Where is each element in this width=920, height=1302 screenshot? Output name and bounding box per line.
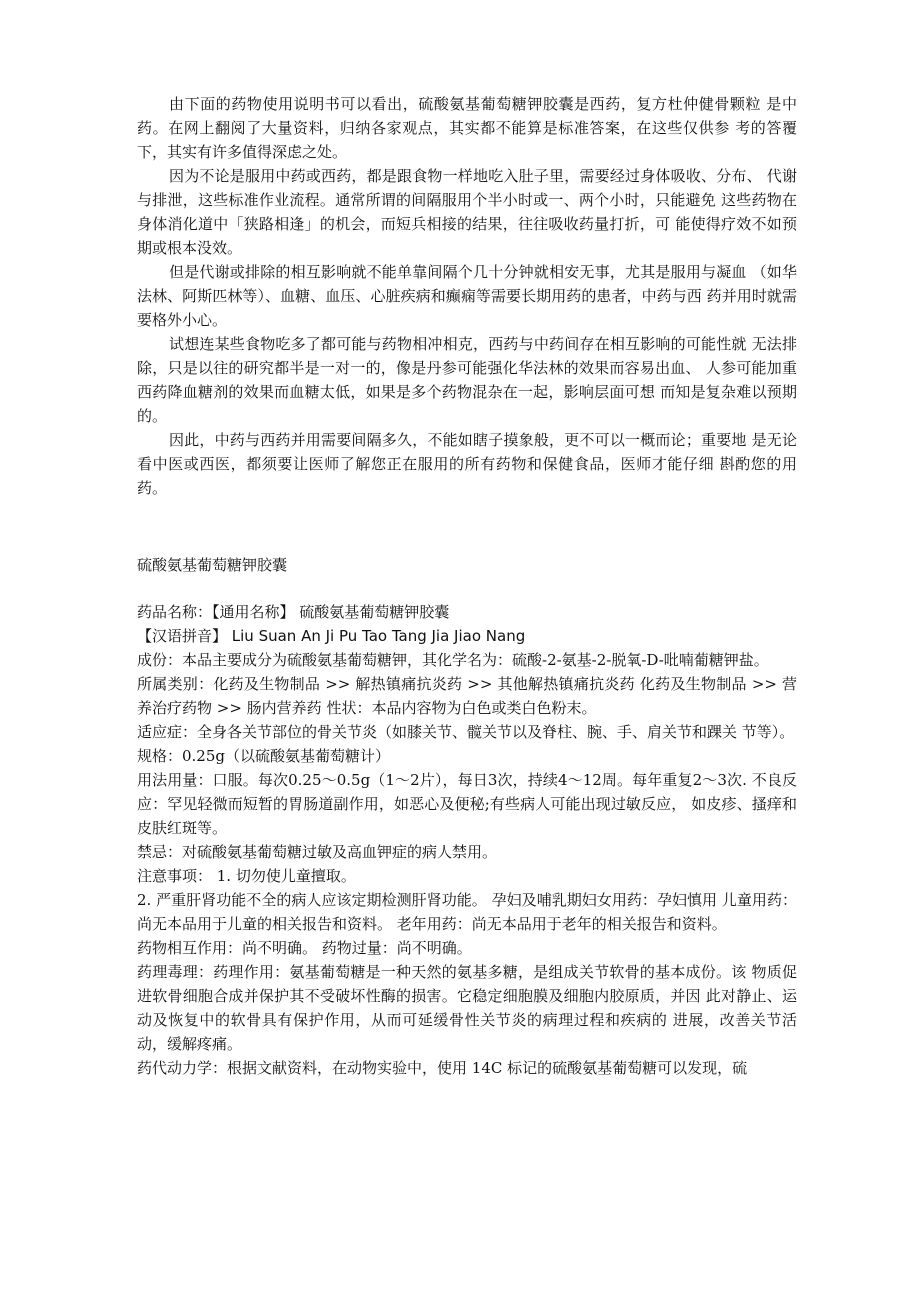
drug-details: [137, 600, 797, 1080]
intro-paragraph: 由下面的药物使用说明书可以看出，硫酸氨基葡萄糖钾胶囊是西药，复方杜仲健骨颗粒 是中药。在网上翻阅了大量资料，归纳各家观点，其实都不能算是标准答案，在这些仅供参 考的答覆下，其实有许多值得深虑之处。: [137, 95, 797, 161]
special-populations-line: 2. 严重肝肾功能不全的病人应该定期检测肝肾功能。 孕妇及哺乳期妇女用药：孕妇慎用 儿童用药：尚无本品用于儿童的相关报告和资料。 老年用药：尚无本品用于老年的相关报告和资料。: [137, 891, 797, 933]
intro-paragraph: 因为不论是服用中药或西药，都是跟食物一样地吃入肚子里，需要经过身体吸收、分布、 代谢与排泄，这些标准作业流程。通常所谓的间隔服用个半小时或一、两个小时，只能避免 这些药物在身体消化道中「狭路相逢」的机会，而短兵相接的结果，往往吸收药量打折，可 能使得疗效不如预期或根本没效。: [137, 167, 797, 257]
intro-paragraph: 因此，中药与西药并用需要间隔多久，不能如瞎子摸象般，更不可以一概而论；重要地 是无论看中医或西医，都须要让医师了解您正在服用的所有药物和保健食品，医师才能仔细 斟酌您的用药。: [137, 431, 797, 497]
contraindications-line: 禁忌：对硫酸氨基葡萄糖过敏及高血钾症的病人禁用。: [137, 843, 498, 861]
indications-line: 适应症：全身各关节部位的骨关节炎（如膝关节、髋关节以及脊柱、腕、手、肩关节和踝关 节等）。: [137, 723, 795, 741]
precautions-line: 注意事项： 1. 切勿使儿童擅取。: [137, 867, 356, 885]
drug-name-line: 药品名称：【通用名称】 硫酸氨基葡萄糖钾胶囊: [137, 603, 450, 621]
ingredients-line: 成份：本品主要成分为硫酸氨基葡萄糖钾，其化学名为：硫酸-2-氨基-2-脱氧-D-吡喃葡糖钾盐。: [137, 651, 769, 669]
pharmacology-line: 药理毒理：药理作用：氨基葡萄糖是一种天然的氨基多糖，是组成关节软骨的基本成份。该 物质促进软骨细胞合成并保护其不受破坏性酶的损害。它稳定细胞膜及细胞内胶原质，并因 此对静止、运动及恢复中的软骨具有保护作用，从而可延缓骨性关节炎的病理过程和疾病的 进展，改善关节活动，缓解疼痛。: [137, 963, 797, 1053]
interactions-line: 药物相互作用：尚不明确。 药物过量：尚不明确。: [137, 939, 472, 957]
pharmacokinetics-line: 药代动力学：根据文献资料，在动物实验中，使用 14C 标记的硫酸氨基葡萄糖可以发现，硫: [137, 1059, 748, 1077]
intro-paragraph: 但是代谢或排除的相互影响就不能单靠间隔个几十分钟就相安无事，尤其是服用与凝血 （如华法林、阿斯匹林等）、血糖、血压、心脏疾病和癫痫等需要长期用药的患者，中药与西 药并用时就需要格外小心。: [137, 263, 797, 329]
specification-line: 规格：0.25g（以硫酸氨基葡萄糖计）: [137, 747, 391, 765]
dosage-line: 用法用量：口服。每次0.25～0.5g（1～2片），每日3次，持续4～12周。每年重复2～3次. 不良反应：罕见轻微而短暂的胃肠道副作用，如恶心及便秘;有些病人可能出现过敏反应， 如皮疹、搔痒和皮肤红斑等。: [137, 771, 797, 837]
intro-paragraph: 试想连某些食物吃多了都可能与药物相冲相克，西药与中药间存在相互影响的可能性就 无法排除，只是以往的研究都半是一对一的，像是丹参可能强化华法林的效果而容易出血、 人参可能加重西药降血糖剂的效果而血糖太低，如果是多个药物混杂在一起，影响层面可想 而知是复杂难以预期的。: [137, 335, 797, 425]
intro-text: [137, 92, 797, 500]
category-line: 所属类别：化药及生物制品 >> 解热镇痛抗炎药 >> 其他解热镇痛抗炎药 化药及生物制品 >> 营养治疗药物 >> 肠内营养药 性状：本品内容物为白色或类白色粉末。: [137, 675, 797, 717]
pinyin-line: 【汉语拼音】 Liu Suan An Ji Pu Tao Tang Jia Jiao Nang: [137, 627, 526, 645]
section-title: 硫酸氨基葡萄糖钾胶囊: [137, 556, 288, 574]
